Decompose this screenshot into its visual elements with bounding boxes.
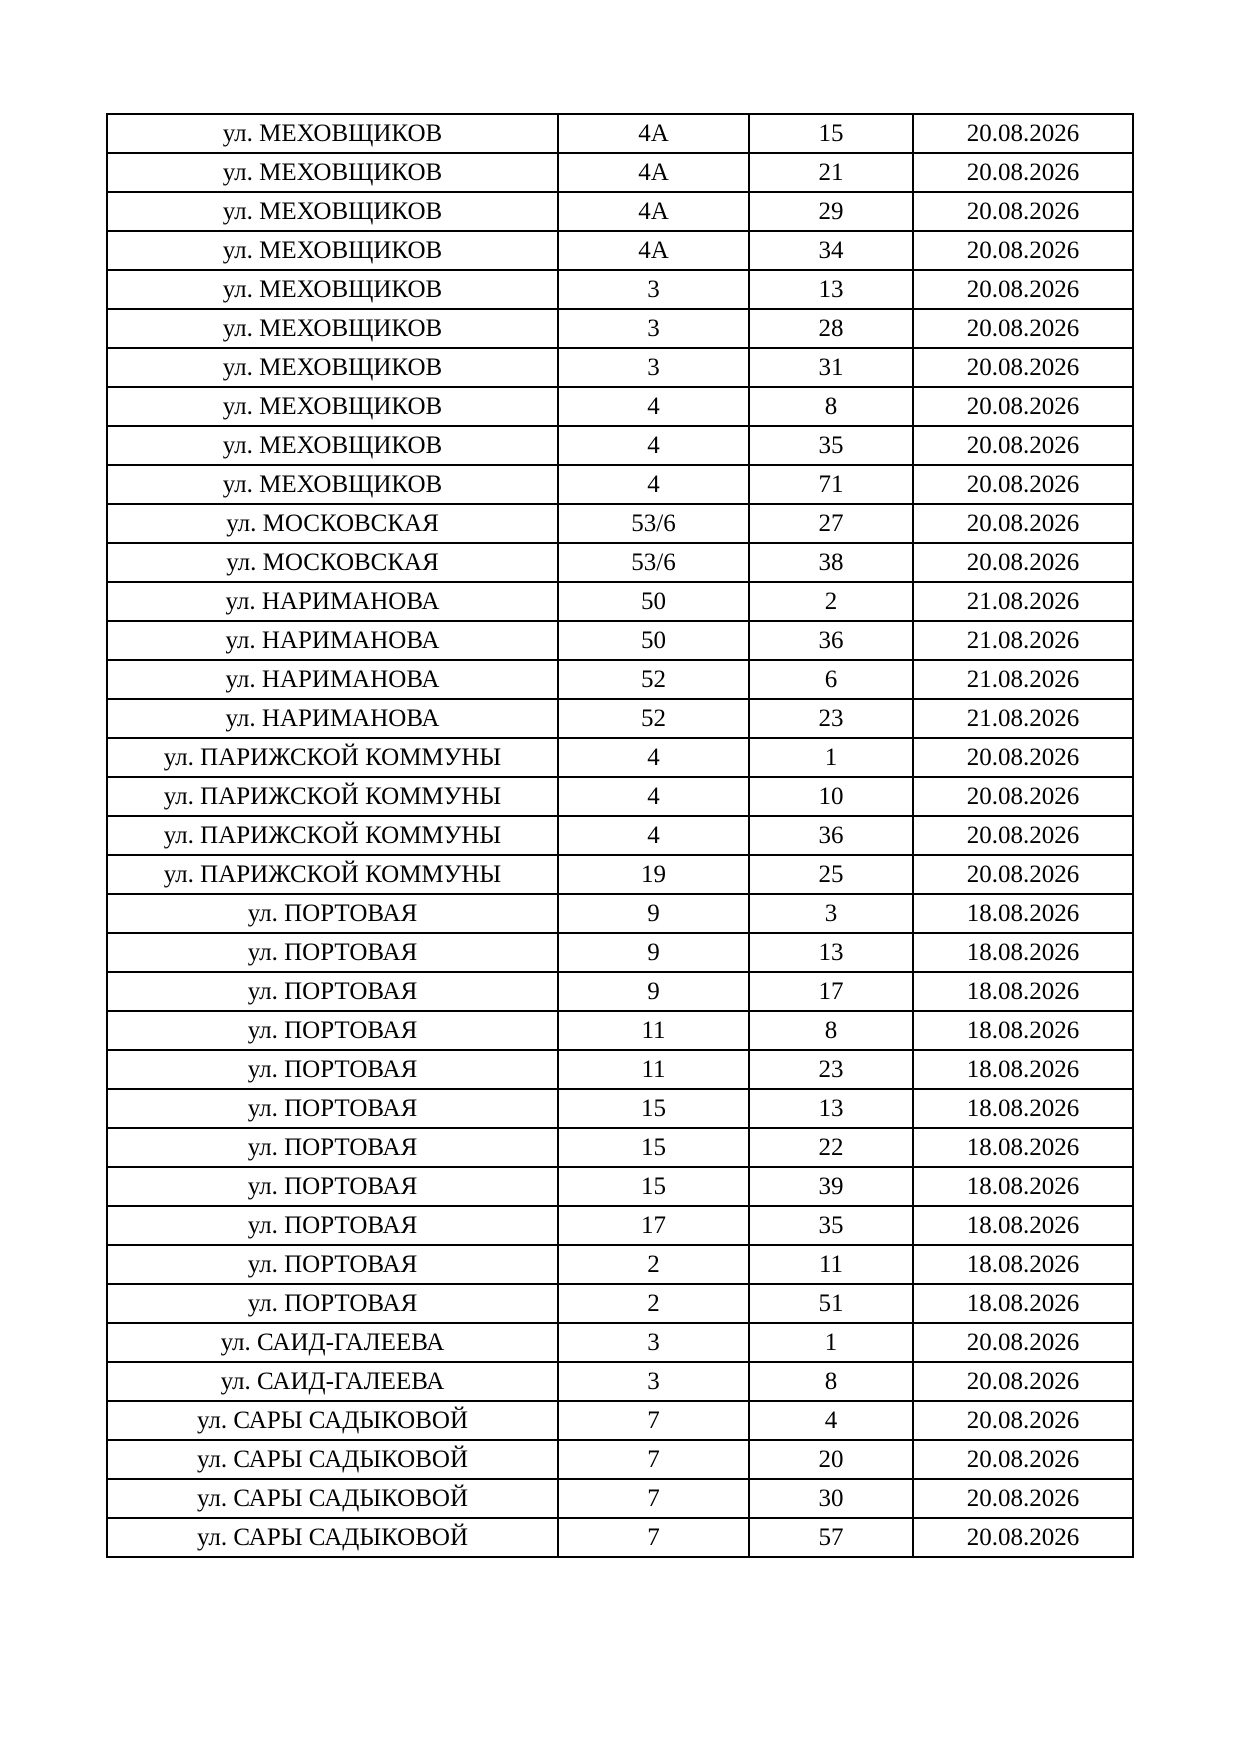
apartment-number-cell: 13 <box>749 270 913 309</box>
street-cell: ул. ПОРТОВАЯ <box>107 933 558 972</box>
apartment-number-cell: 10 <box>749 777 913 816</box>
date-cell: 18.08.2026 <box>913 1284 1133 1323</box>
house-number-cell: 4 <box>558 777 749 816</box>
date-cell: 18.08.2026 <box>913 1089 1133 1128</box>
table-row <box>107 894 1133 933</box>
table-row <box>107 1479 1133 1518</box>
street-cell: ул. ПОРТОВАЯ <box>107 1011 558 1050</box>
apartment-number-cell: 39 <box>749 1167 913 1206</box>
apartment-number-cell: 71 <box>749 465 913 504</box>
apartment-number-cell: 20 <box>749 1440 913 1479</box>
street-cell: ул. ПАРИЖСКОЙ КОММУНЫ <box>107 855 558 894</box>
apartment-number-cell: 23 <box>749 699 913 738</box>
house-number-cell: 2 <box>558 1284 749 1323</box>
street-cell: ул. МОСКОВСКАЯ <box>107 543 558 582</box>
date-cell: 18.08.2026 <box>913 1245 1133 1284</box>
table-row <box>107 1206 1133 1245</box>
table-row <box>107 387 1133 426</box>
house-number-cell: 50 <box>558 621 749 660</box>
apartment-number-cell: 1 <box>749 738 913 777</box>
table-row <box>107 153 1133 192</box>
table-row <box>107 543 1133 582</box>
street-cell: ул. МЕХОВЩИКОВ <box>107 426 558 465</box>
street-cell: ул. ПОРТОВАЯ <box>107 1206 558 1245</box>
street-cell: ул. МЕХОВЩИКОВ <box>107 114 558 153</box>
date-cell: 20.08.2026 <box>913 1440 1133 1479</box>
date-cell: 21.08.2026 <box>913 621 1133 660</box>
apartment-number-cell: 1 <box>749 1323 913 1362</box>
apartment-number-cell: 23 <box>749 1050 913 1089</box>
table-row <box>107 231 1133 270</box>
table-row <box>107 699 1133 738</box>
table-body <box>107 114 1133 1557</box>
date-cell: 20.08.2026 <box>913 231 1133 270</box>
apartment-number-cell: 3 <box>749 894 913 933</box>
date-cell: 18.08.2026 <box>913 894 1133 933</box>
apartment-number-cell: 35 <box>749 1206 913 1245</box>
table-row <box>107 348 1133 387</box>
date-cell: 18.08.2026 <box>913 1167 1133 1206</box>
table-row <box>107 465 1133 504</box>
street-cell: ул. НАРИМАНОВА <box>107 621 558 660</box>
house-number-cell: 3 <box>558 1362 749 1401</box>
table-row <box>107 777 1133 816</box>
date-cell: 20.08.2026 <box>913 309 1133 348</box>
house-number-cell: 11 <box>558 1050 749 1089</box>
table-row <box>107 1440 1133 1479</box>
table-row <box>107 816 1133 855</box>
house-number-cell: 3 <box>558 309 749 348</box>
house-number-cell: 11 <box>558 1011 749 1050</box>
date-cell: 20.08.2026 <box>913 504 1133 543</box>
date-cell: 20.08.2026 <box>913 1479 1133 1518</box>
house-number-cell: 4 <box>558 426 749 465</box>
date-cell: 20.08.2026 <box>913 348 1133 387</box>
house-number-cell: 4 <box>558 465 749 504</box>
street-cell: ул. НАРИМАНОВА <box>107 699 558 738</box>
date-cell: 20.08.2026 <box>913 1362 1133 1401</box>
table-row <box>107 1167 1133 1206</box>
street-cell: ул. НАРИМАНОВА <box>107 660 558 699</box>
apartment-number-cell: 6 <box>749 660 913 699</box>
street-cell: ул. МЕХОВЩИКОВ <box>107 231 558 270</box>
house-number-cell: 52 <box>558 699 749 738</box>
date-cell: 20.08.2026 <box>913 777 1133 816</box>
table-row <box>107 1323 1133 1362</box>
table-row <box>107 1050 1133 1089</box>
apartment-number-cell: 8 <box>749 1011 913 1050</box>
date-cell: 18.08.2026 <box>913 1206 1133 1245</box>
date-cell: 20.08.2026 <box>913 738 1133 777</box>
date-cell: 20.08.2026 <box>913 543 1133 582</box>
house-number-cell: 4А <box>558 192 749 231</box>
house-number-cell: 52 <box>558 660 749 699</box>
date-cell: 18.08.2026 <box>913 1011 1133 1050</box>
table-row <box>107 738 1133 777</box>
table-row <box>107 1128 1133 1167</box>
table-row <box>107 270 1133 309</box>
table-row <box>107 933 1133 972</box>
date-cell: 20.08.2026 <box>913 465 1133 504</box>
house-number-cell: 7 <box>558 1401 749 1440</box>
table-row <box>107 309 1133 348</box>
date-cell: 18.08.2026 <box>913 972 1133 1011</box>
table-row <box>107 114 1133 153</box>
date-cell: 20.08.2026 <box>913 816 1133 855</box>
street-cell: ул. ПОРТОВАЯ <box>107 1089 558 1128</box>
street-cell: ул. МЕХОВЩИКОВ <box>107 309 558 348</box>
date-cell: 21.08.2026 <box>913 660 1133 699</box>
street-cell: ул. САРЫ САДЫКОВОЙ <box>107 1440 558 1479</box>
apartment-number-cell: 8 <box>749 387 913 426</box>
table-row <box>107 192 1133 231</box>
house-number-cell: 17 <box>558 1206 749 1245</box>
house-number-cell: 15 <box>558 1128 749 1167</box>
house-number-cell: 53/6 <box>558 543 749 582</box>
date-cell: 20.08.2026 <box>913 192 1133 231</box>
date-cell: 18.08.2026 <box>913 933 1133 972</box>
house-number-cell: 4 <box>558 816 749 855</box>
apartment-number-cell: 29 <box>749 192 913 231</box>
apartment-number-cell: 15 <box>749 114 913 153</box>
street-cell: ул. ПАРИЖСКОЙ КОММУНЫ <box>107 816 558 855</box>
street-cell: ул. МОСКОВСКАЯ <box>107 504 558 543</box>
address-schedule-table <box>106 113 1134 1558</box>
street-cell: ул. САИД-ГАЛЕЕВА <box>107 1323 558 1362</box>
house-number-cell: 3 <box>558 1323 749 1362</box>
table-row <box>107 1518 1133 1557</box>
apartment-number-cell: 13 <box>749 1089 913 1128</box>
date-cell: 20.08.2026 <box>913 270 1133 309</box>
table-row <box>107 621 1133 660</box>
apartment-number-cell: 11 <box>749 1245 913 1284</box>
street-cell: ул. МЕХОВЩИКОВ <box>107 387 558 426</box>
street-cell: ул. МЕХОВЩИКОВ <box>107 465 558 504</box>
apartment-number-cell: 38 <box>749 543 913 582</box>
house-number-cell: 9 <box>558 894 749 933</box>
apartment-number-cell: 21 <box>749 153 913 192</box>
house-number-cell: 19 <box>558 855 749 894</box>
house-number-cell: 4 <box>558 738 749 777</box>
street-cell: ул. САРЫ САДЫКОВОЙ <box>107 1401 558 1440</box>
apartment-number-cell: 36 <box>749 621 913 660</box>
date-cell: 21.08.2026 <box>913 699 1133 738</box>
table-row <box>107 1362 1133 1401</box>
street-cell: ул. ПОРТОВАЯ <box>107 972 558 1011</box>
table-row <box>107 1011 1133 1050</box>
table-row <box>107 1089 1133 1128</box>
apartment-number-cell: 34 <box>749 231 913 270</box>
table-row <box>107 972 1133 1011</box>
house-number-cell: 15 <box>558 1167 749 1206</box>
apartment-number-cell: 22 <box>749 1128 913 1167</box>
house-number-cell: 53/6 <box>558 504 749 543</box>
apartment-number-cell: 8 <box>749 1362 913 1401</box>
date-cell: 20.08.2026 <box>913 114 1133 153</box>
apartment-number-cell: 27 <box>749 504 913 543</box>
date-cell: 18.08.2026 <box>913 1128 1133 1167</box>
table-row <box>107 426 1133 465</box>
date-cell: 18.08.2026 <box>913 1050 1133 1089</box>
date-cell: 21.08.2026 <box>913 582 1133 621</box>
date-cell: 20.08.2026 <box>913 855 1133 894</box>
house-number-cell: 3 <box>558 270 749 309</box>
date-cell: 20.08.2026 <box>913 153 1133 192</box>
house-number-cell: 4А <box>558 114 749 153</box>
house-number-cell: 3 <box>558 348 749 387</box>
date-cell: 20.08.2026 <box>913 1323 1133 1362</box>
table-row <box>107 1284 1133 1323</box>
street-cell: ул. САРЫ САДЫКОВОЙ <box>107 1518 558 1557</box>
date-cell: 20.08.2026 <box>913 387 1133 426</box>
house-number-cell: 9 <box>558 933 749 972</box>
street-cell: ул. МЕХОВЩИКОВ <box>107 270 558 309</box>
house-number-cell: 7 <box>558 1479 749 1518</box>
table-row <box>107 582 1133 621</box>
street-cell: ул. ПОРТОВАЯ <box>107 1245 558 1284</box>
apartment-number-cell: 31 <box>749 348 913 387</box>
table-row <box>107 660 1133 699</box>
apartment-number-cell: 13 <box>749 933 913 972</box>
house-number-cell: 4А <box>558 153 749 192</box>
street-cell: ул. САРЫ САДЫКОВОЙ <box>107 1479 558 1518</box>
apartment-number-cell: 51 <box>749 1284 913 1323</box>
street-cell: ул. МЕХОВЩИКОВ <box>107 348 558 387</box>
table-row <box>107 1401 1133 1440</box>
date-cell: 20.08.2026 <box>913 1401 1133 1440</box>
apartment-number-cell: 36 <box>749 816 913 855</box>
street-cell: ул. ПАРИЖСКОЙ КОММУНЫ <box>107 777 558 816</box>
street-cell: ул. МЕХОВЩИКОВ <box>107 153 558 192</box>
street-cell: ул. ПОРТОВАЯ <box>107 1128 558 1167</box>
date-cell: 20.08.2026 <box>913 1518 1133 1557</box>
street-cell: ул. ПОРТОВАЯ <box>107 1284 558 1323</box>
street-cell: ул. САИД-ГАЛЕЕВА <box>107 1362 558 1401</box>
house-number-cell: 9 <box>558 972 749 1011</box>
apartment-number-cell: 57 <box>749 1518 913 1557</box>
apartment-number-cell: 2 <box>749 582 913 621</box>
house-number-cell: 7 <box>558 1440 749 1479</box>
date-cell: 20.08.2026 <box>913 426 1133 465</box>
house-number-cell: 2 <box>558 1245 749 1284</box>
house-number-cell: 4 <box>558 387 749 426</box>
street-cell: ул. ПОРТОВАЯ <box>107 1050 558 1089</box>
house-number-cell: 15 <box>558 1089 749 1128</box>
street-cell: ул. ПАРИЖСКОЙ КОММУНЫ <box>107 738 558 777</box>
apartment-number-cell: 30 <box>749 1479 913 1518</box>
apartment-number-cell: 35 <box>749 426 913 465</box>
street-cell: ул. МЕХОВЩИКОВ <box>107 192 558 231</box>
table-row <box>107 504 1133 543</box>
table-row <box>107 1245 1133 1284</box>
apartment-number-cell: 4 <box>749 1401 913 1440</box>
apartment-number-cell: 28 <box>749 309 913 348</box>
street-cell: ул. ПОРТОВАЯ <box>107 894 558 933</box>
apartment-number-cell: 25 <box>749 855 913 894</box>
house-number-cell: 7 <box>558 1518 749 1557</box>
house-number-cell: 4А <box>558 231 749 270</box>
apartment-number-cell: 17 <box>749 972 913 1011</box>
street-cell: ул. ПОРТОВАЯ <box>107 1167 558 1206</box>
table-row <box>107 855 1133 894</box>
street-cell: ул. НАРИМАНОВА <box>107 582 558 621</box>
house-number-cell: 50 <box>558 582 749 621</box>
